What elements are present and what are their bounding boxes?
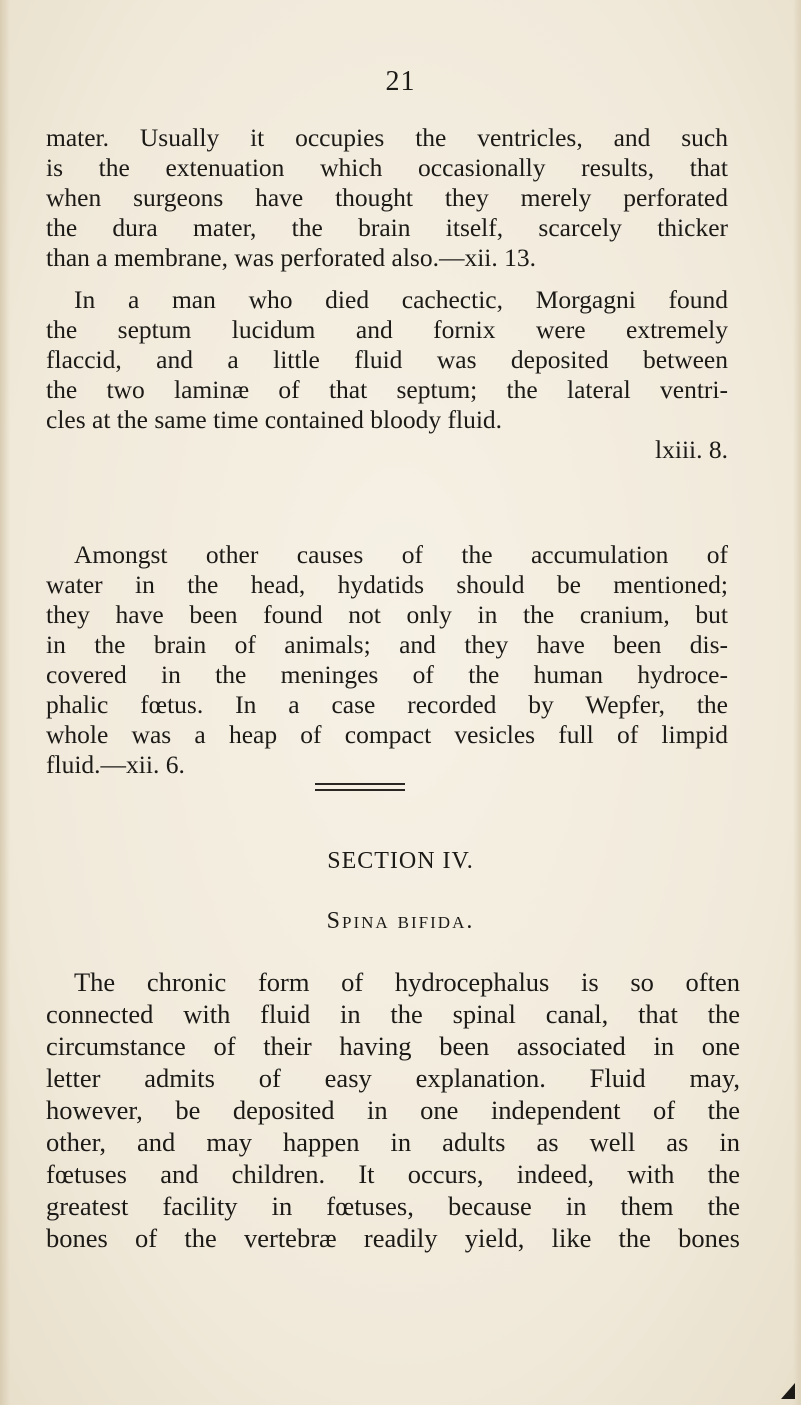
page-number: 21 bbox=[385, 66, 416, 97]
text-line: letter admits of easy explanation. Fluid may, bbox=[46, 1063, 740, 1093]
text-line: bones of the vertebræ readily yield, like the bones bbox=[46, 1223, 740, 1253]
text-line: circumstance of their having been associated in one bbox=[46, 1031, 740, 1061]
paragraph-3 bbox=[46, 540, 728, 780]
text-line: connected with fluid in the spinal canal, that the bbox=[46, 999, 740, 1029]
citation-line: lxiii. 8. bbox=[655, 435, 728, 464]
text-line: is the extenuation which occasionally results, that bbox=[46, 153, 728, 182]
text-line: whole was a heap of compact vesicles full of limpid bbox=[46, 720, 728, 749]
text-line: covered in the meninges of the human hydroce- bbox=[46, 660, 728, 689]
text-line: when surgeons have thought they merely perforated bbox=[46, 183, 728, 212]
page-edge-shadow-left bbox=[0, 0, 10, 1405]
section-subheading: Spina bifida. bbox=[326, 908, 475, 934]
text-line: fluid.—xii. 6. bbox=[46, 750, 185, 779]
text-line: Amongst other causes of the accumulation of bbox=[74, 540, 728, 569]
page-edge-shadow-right bbox=[793, 0, 801, 1405]
text-line: the dura mater, the brain itself, scarcely thicker bbox=[46, 213, 728, 242]
text-line: greatest facility in fœtuses, because in them the bbox=[46, 1191, 740, 1221]
text-line: mater. Usually it occupies the ventricles, and such bbox=[46, 123, 728, 152]
text-line: cles at the same time contained bloody fluid. bbox=[46, 405, 503, 434]
text-line: the two laminæ of that septum; the lateral ventri- bbox=[46, 375, 728, 404]
text-line: The chronic form of hydrocephalus is so often bbox=[74, 967, 740, 997]
text-line: than a membrane, was perforated also.—xii. 13. bbox=[46, 243, 537, 272]
corner-mark-icon bbox=[781, 1383, 795, 1399]
text-line: they have been found not only in the cranium, but bbox=[46, 600, 728, 629]
paragraph-1 bbox=[46, 123, 728, 273]
text-line: phalic fœtus. In a case recorded by Wepfer, the bbox=[46, 690, 728, 719]
text-line: other, and may happen in adults as well as in bbox=[46, 1127, 740, 1157]
section-paragraph bbox=[46, 966, 740, 1254]
section-divider-rule bbox=[315, 783, 405, 785]
text-line: the septum lucidum and fornix were extremely bbox=[46, 315, 728, 344]
section-divider-rule bbox=[315, 789, 405, 791]
text-line: fœtuses and children. It occurs, indeed, with the bbox=[46, 1159, 740, 1189]
text-line: flaccid, and a little fluid was deposited between bbox=[46, 345, 728, 374]
section-heading: SECTION IV. bbox=[327, 848, 474, 874]
text-line: however, be deposited in one independent of the bbox=[46, 1095, 740, 1125]
text-line: in the brain of animals; and they have been dis- bbox=[46, 630, 728, 659]
paragraph-2 bbox=[46, 285, 728, 465]
text-line: In a man who died cachectic, Morgagni found bbox=[74, 285, 728, 314]
text-line: water in the head, hydatids should be mentioned; bbox=[46, 570, 728, 599]
